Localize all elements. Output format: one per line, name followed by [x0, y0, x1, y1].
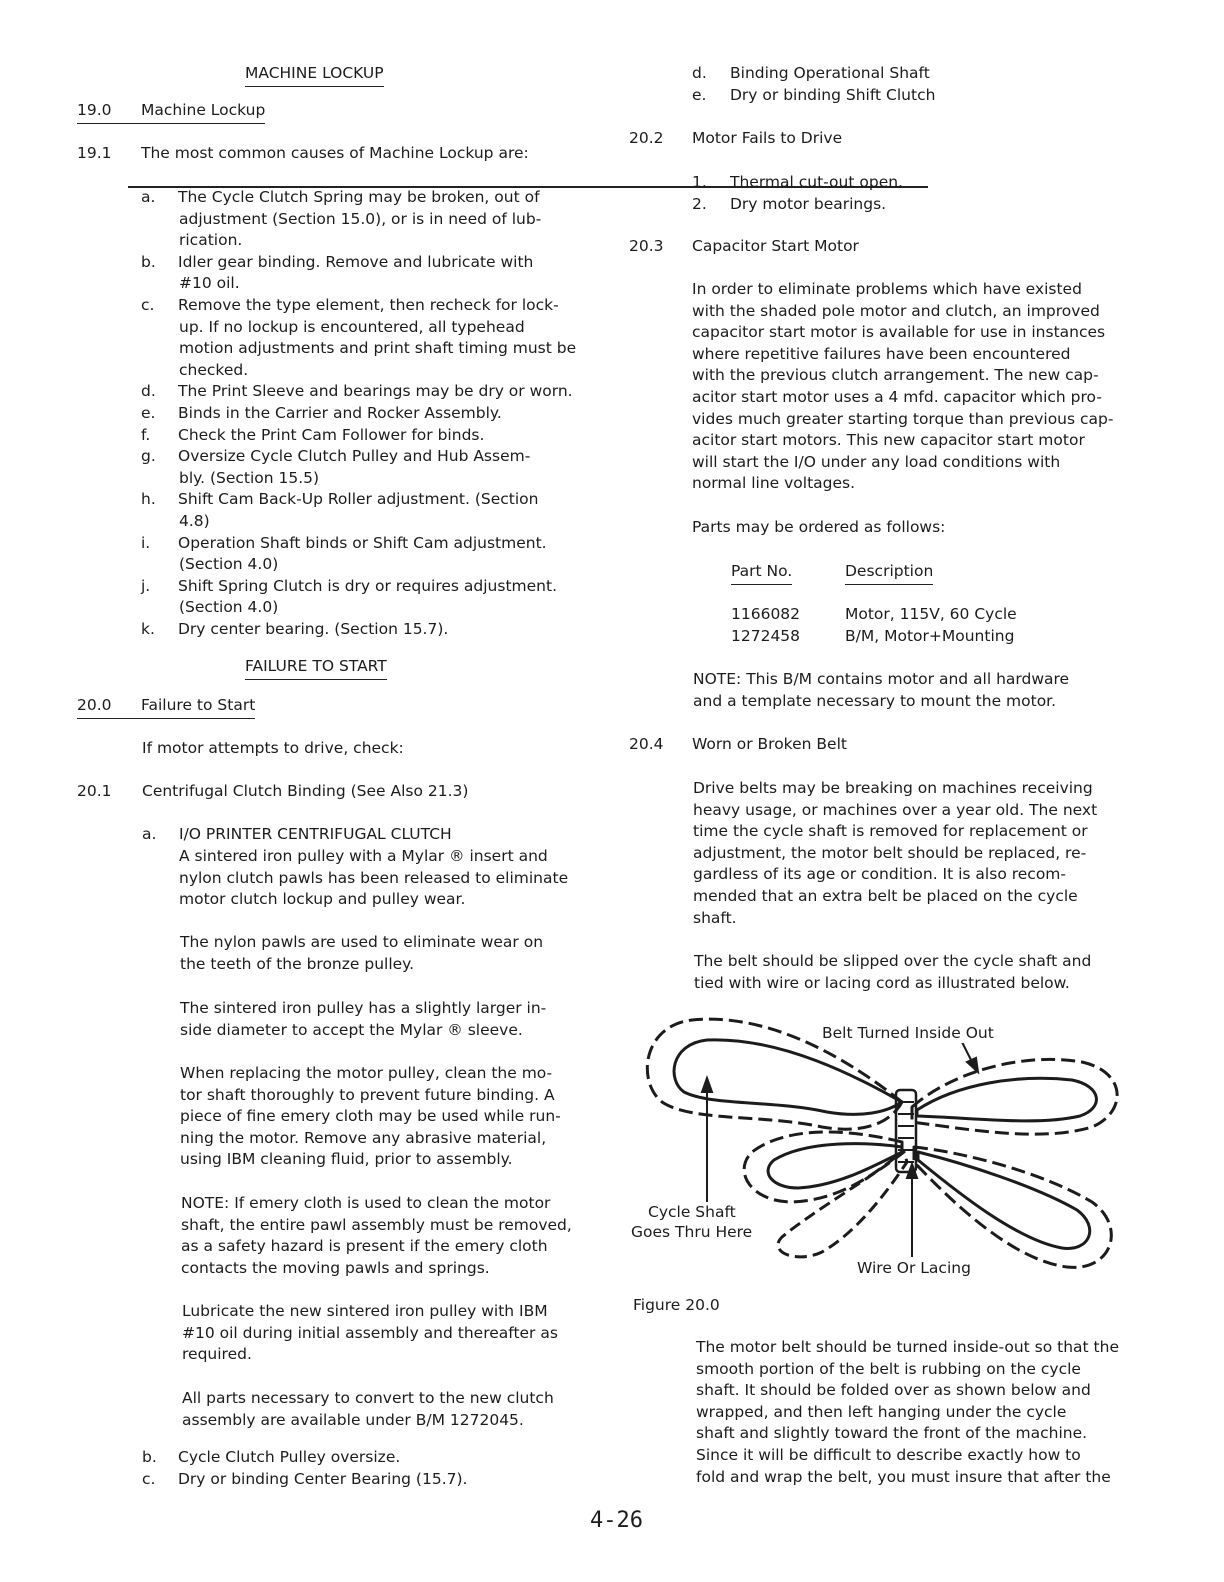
list-item-line	[141, 619, 576, 641]
text-line: shaft.	[693, 908, 737, 927]
belt-figure-illustration	[622, 1002, 1144, 1287]
text-line: will start the I/O under any load conditions with	[692, 452, 1061, 471]
text-line: contacts the moving pawls and springs.	[181, 1258, 490, 1277]
list-item-text: Shift Spring Clutch is dry or requires adjustment.	[178, 576, 558, 595]
list-item-line	[141, 338, 576, 360]
list-marker: f.	[141, 425, 151, 444]
text-line: gardless of its age or condition. It is also recom-	[693, 865, 1066, 884]
text-line: The motor belt should be turned inside-out so that the	[696, 1338, 1119, 1356]
list-item-text: Idler gear binding. Remove and lubricate with	[178, 252, 534, 271]
text-line: where repetitive failures have been encountered	[692, 344, 1071, 363]
section-title-failure-to-start: FAILURE TO START	[245, 656, 387, 680]
text-line: vides much greater starting torque than previous cap-	[692, 409, 1114, 428]
table-cell: B/M, Motor+Mounting	[845, 627, 1015, 645]
heading-20-2: 20.2 Motor Fails to Drive	[629, 129, 843, 147]
text-line: NOTE: This B/M contains motor and all hardware	[693, 670, 1070, 688]
heading-20-4: 20.4 Worn or Broken Belt	[629, 735, 847, 753]
list-item-line	[141, 554, 576, 576]
item-b: b. Cycle Clutch Pulley oversize.	[142, 1448, 401, 1466]
text-line: When replacing the motor pulley, clean the mo-	[180, 1064, 553, 1082]
table-cell: 1166082	[731, 605, 801, 623]
text-line: required.	[182, 1345, 252, 1364]
text-line: The belt should be slipped over the cycle shaft and	[694, 952, 1092, 970]
text-line: assembly are available under B/M 1272045.	[182, 1410, 524, 1429]
figure-label-belt: Belt Turned Inside Out	[822, 1024, 994, 1042]
text-line: NOTE: If emery cloth is used to clean the motor	[181, 1194, 551, 1212]
list-item-text: Dry motor bearings.	[730, 194, 887, 213]
list-item-line	[141, 446, 576, 468]
list-marker: b.	[141, 252, 156, 271]
text-line: wrapped, and then left hanging under the cycle	[696, 1402, 1067, 1421]
list-marker: d.	[141, 382, 156, 401]
list-item-line	[141, 360, 576, 382]
list-marker: i.	[141, 533, 151, 552]
text-line: The nylon pawls are used to eliminate wear on	[180, 933, 544, 951]
text-line: Lubricate the new sintered iron pulley with IBM	[182, 1302, 548, 1320]
list-item-line	[141, 576, 576, 598]
motor-fails-list	[692, 172, 903, 215]
heading-19-1: 19.1 The most common causes of Machine Lockup are:	[77, 144, 529, 162]
text-line: capacitor start motor is available for use in instances	[692, 323, 1106, 342]
list-item-line	[141, 403, 576, 425]
text-line: tied with wire or lacing cord as illustrated below.	[694, 973, 1070, 992]
text-line: ning the motor. Remove any abrasive material,	[180, 1128, 547, 1147]
heading-20-3: 20.3 Capacitor Start Motor	[629, 237, 859, 255]
text-line: Since it will be difficult to describe exactly how to	[696, 1445, 1081, 1464]
list-item-line	[141, 468, 576, 490]
text-line: normal line voltages.	[692, 474, 856, 493]
lockup-causes-list	[141, 187, 576, 640]
list-item-line	[141, 230, 576, 252]
list-item-line	[141, 273, 576, 295]
item-c: c. Dry or binding Center Bearing (15.7).	[142, 1470, 468, 1488]
figure-label-goes-thru: Goes Thru Here	[631, 1223, 753, 1241]
paragraph-lubricate	[182, 1301, 558, 1366]
text-line: with the previous clutch arrangement. The new cap-	[692, 366, 1099, 385]
text-line: smooth portion of the belt is rubbing on the cycle	[696, 1359, 1081, 1378]
list-marker: 1.	[692, 173, 707, 191]
parts-intro: Parts may be ordered as follows:	[692, 518, 946, 536]
list-marker: c.	[141, 295, 155, 314]
text-line: The sintered iron pulley has a slightly larger in-	[180, 999, 547, 1017]
text-line: time the cycle shaft is removed for replacement or	[693, 822, 1088, 841]
text-line: with the shaded pole motor and clutch, an improved	[692, 301, 1100, 320]
list-item-text: Binding Operational Shaft	[730, 64, 930, 82]
list-marker: h.	[141, 490, 156, 509]
list-marker: j.	[141, 576, 151, 595]
paragraph-belt-slipped	[694, 951, 1091, 994]
list-item-line	[141, 295, 576, 317]
list-item-text: Binds in the Carrier and Rocker Assembly.	[178, 403, 502, 422]
text-line: All parts necessary to convert to the new clutch	[182, 1389, 554, 1407]
list-item-text: (Section 4.0)	[179, 598, 279, 617]
list-item-text: checked.	[179, 360, 249, 379]
text-line: shaft and slightly toward the front of the machine.	[696, 1424, 1088, 1443]
text-line: shaft. It should be folded over as shown below and	[696, 1381, 1091, 1400]
arrow-cycle-shaft-head	[702, 1078, 712, 1092]
heading-20-1: 20.1 Centrifugal Clutch Binding (See Also 21.3)	[77, 782, 469, 800]
belt-loop-upper-right-inner	[917, 1078, 1096, 1121]
list-marker: e.	[692, 85, 707, 104]
paragraph-capacitor-motor	[692, 279, 1113, 495]
heading-20-0: 20.0 Failure to Start	[77, 695, 255, 719]
note-bm	[693, 669, 1069, 712]
paragraph-replacing-pulley	[180, 1063, 561, 1171]
list-item-text: (Section 4.0)	[179, 555, 279, 574]
text-line: motor clutch lockup and pulley wear.	[179, 890, 466, 909]
list-item-line	[692, 172, 903, 194]
list-item-line	[141, 381, 576, 403]
list-item-line	[141, 511, 576, 533]
table-cell: 1272458	[731, 627, 801, 645]
list-item-text: Remove the type element, then recheck for lock-	[178, 295, 559, 314]
text-line: heavy usage, or machines over a year old. The next	[693, 800, 1098, 819]
list-item-text: The Cycle Clutch Spring may be broken, out of	[178, 188, 540, 206]
paragraph-worn-belt	[693, 778, 1097, 929]
list-item-line	[141, 425, 576, 447]
list-item-text: rication.	[179, 231, 243, 250]
item-a-heading: I/O PRINTER CENTRIFUGAL CLUTCH	[179, 825, 452, 843]
list-item-text: Dry or binding Shift Clutch	[730, 85, 936, 104]
table-cell: Motor, 115V, 60 Cycle	[845, 605, 1017, 623]
text-line: the teeth of the bronze pulley.	[180, 954, 415, 973]
belt-loop-bottom	[778, 1152, 907, 1257]
section-title-machine-lockup: MACHINE LOCKUP	[245, 63, 384, 87]
figure-label-cycle-shaft: Cycle Shaft	[648, 1203, 736, 1221]
text-line: acitor start motors. This new capacitor start motor	[692, 431, 1085, 450]
text-line: Drive belts may be breaking on machines receiving	[693, 779, 1093, 797]
text-line: In order to eliminate problems which have existed	[692, 280, 1082, 298]
list-item-line	[141, 533, 576, 555]
parts-header-part-no: Part No.	[731, 561, 792, 585]
list-item-text: motion adjustments and print shaft timing must be	[179, 339, 577, 358]
text-line: shaft, the entire pawl assembly must be removed,	[181, 1215, 572, 1234]
text-line: A sintered iron pulley with a Mylar ® insert and	[179, 847, 548, 865]
list-item-line	[692, 194, 903, 216]
list-item-text: Shift Cam Back-Up Roller adjustment. (Section	[178, 490, 539, 509]
item-a-marker: a.	[142, 825, 157, 843]
list-item-line	[692, 63, 935, 85]
list-item-line	[692, 85, 935, 107]
text-line: fold and wrap the belt, you must insure that after the	[696, 1467, 1111, 1486]
text-line: adjustment, the motor belt should be replaced, re-	[693, 843, 1087, 862]
page-number: 4-26	[590, 1508, 643, 1533]
list-item-text: Dry center bearing. (Section 15.7).	[178, 619, 449, 638]
list-item-text: bly. (Section 15.5)	[179, 468, 320, 487]
text-line: acitor start motor uses a 4 mfd. capacitor which pro-	[692, 387, 1102, 406]
list-marker: k.	[141, 619, 155, 638]
heading-19-0: 19.0 Machine Lockup	[77, 100, 265, 124]
paragraph-nylon-pawls	[180, 932, 543, 975]
list-item-line	[141, 252, 576, 274]
text-line: #10 oil during initial assembly and thereafter as	[182, 1323, 558, 1342]
list-marker: 2.	[692, 194, 707, 213]
list-item-text: adjustment (Section 15.0), or is in need of lub-	[179, 209, 542, 228]
belt-loop-lower-right	[914, 1147, 1111, 1267]
arrow-belt-inside-out-head	[967, 1058, 978, 1072]
list-item-text: Operation Shaft binds or Shift Cam adjustment.	[178, 533, 547, 552]
parts-header-description: Description	[845, 561, 933, 585]
list-item-text: up. If no lockup is encountered, all typehead	[179, 317, 525, 336]
text-line: side diameter to accept the Mylar ® sleeve.	[180, 1020, 523, 1039]
list-marker: a.	[141, 188, 156, 206]
text-line: and a template necessary to mount the motor.	[693, 691, 1057, 710]
list-marker: d.	[692, 64, 707, 82]
list-item-line	[141, 209, 576, 231]
text-line: as a safety hazard is present if the emery cloth	[181, 1237, 548, 1256]
list-item-text: 4.8)	[179, 511, 210, 530]
belt-loop-lower-left-inner	[768, 1144, 902, 1188]
paragraph-emery-note	[181, 1193, 572, 1279]
list-item-line	[141, 187, 576, 209]
list-item-text: The Print Sleeve and bearings may be dry or worn.	[178, 382, 573, 401]
text-line: piece of fine emery cloth may be used while run-	[180, 1107, 561, 1126]
list-item-text: #10 oil.	[179, 274, 240, 293]
list-marker: g.	[141, 447, 156, 466]
text-line: mended that an extra belt be placed on the cycle	[693, 886, 1078, 905]
list-item-text: Oversize Cycle Clutch Pulley and Hub Assem-	[178, 447, 531, 466]
list-item-line	[141, 489, 576, 511]
list-item-line	[141, 597, 576, 619]
text-line: using IBM cleaning fluid, prior to assembly.	[180, 1150, 513, 1169]
paragraph-parts-available	[182, 1388, 554, 1431]
if-motor-text: If motor attempts to drive, check:	[142, 739, 404, 757]
continued-list	[692, 63, 935, 106]
text-line: nylon clutch pawls has been released to eliminate	[179, 868, 569, 887]
item-a-body	[179, 846, 568, 911]
list-marker: e.	[141, 403, 156, 422]
figure-label-wire: Wire Or Lacing	[857, 1259, 971, 1277]
paragraph-motor-belt-inside-out	[696, 1337, 1119, 1488]
list-item-text: Thermal cut-out open.	[730, 173, 903, 191]
list-item-text: Check the Print Cam Follower for binds.	[178, 425, 485, 444]
paragraph-sintered-pulley	[180, 998, 546, 1041]
figure-caption: Figure 20.0	[633, 1296, 720, 1314]
text-line: tor shaft thoroughly to prevent future binding. A	[180, 1085, 555, 1104]
list-item-line	[141, 317, 576, 339]
